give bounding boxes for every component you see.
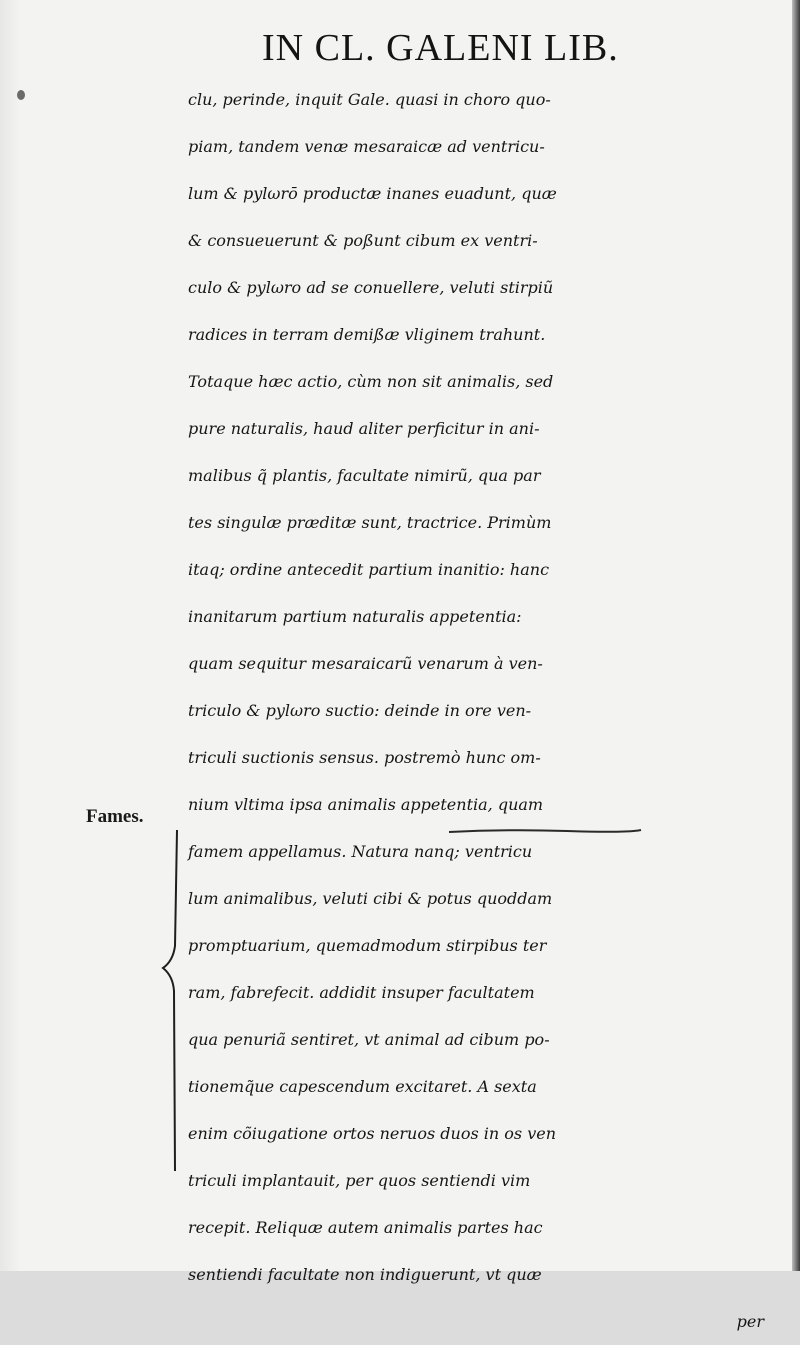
text-line: sentiendi facultate non indiguerunt, vt quæ [188,1265,542,1284]
text-line: & consueuerunt & poßunt cibum ex ventri- [188,231,538,250]
text-line: lum animalibus, veluti cibi & potus quoddam [188,889,553,908]
gutter-shadow [0,0,20,1271]
marginal-note: Fames. [86,806,144,827]
text-line: culo & pylωro ad se conuellere, veluti stirpiũ [188,278,554,297]
text-line: enim cõiugatione ortos neruos duos in os ven [188,1124,557,1143]
text-line: tionemq̃ue capescendum excitaret. A sexta [188,1077,537,1096]
show-through [28,640,208,663]
body-text [188,76,794,1345]
handwritten-bracket [155,826,195,1176]
text-line: triculi suctionis sensus. postremò hunc om- [188,748,541,767]
text-line: clu, perinde, inquit Gale. quasi in choro quo- [188,90,551,109]
text-line: radices in terram demißæ vliginem trahunt. [188,325,546,344]
text-line: promptuarium, quemadmodum stirpibus ter [188,936,547,955]
text-line: pure naturalis, haud aliter perficitur in ani- [188,419,540,438]
text-line: Totaque hæc actio, cùm non sit animalis, sed [188,372,554,391]
text-line: triculi implantauit, per quos sentiendi vim [188,1171,531,1190]
text-line: ram, fabrefecit. addidit insuper facultatem [188,983,535,1002]
text-line: inanitarum partium naturalis appetentia: [188,607,522,626]
text-line: itaq; ordine antecedit partium inanitio: hanc [188,560,550,579]
text-line: per [736,1312,764,1331]
text-line: malibus q̃ plantis, facultate nimirũ, qua par [188,466,541,485]
text-line: quam sequitur mesaraicarũ venarum à ven- [188,654,543,673]
text-line: recepit. Reliquæ autem animalis partes hac [188,1218,543,1237]
ink-spot [17,90,25,100]
text-line: piam, tandem venæ mesaraicæ ad ventricu- [188,137,545,156]
text-line: lum & pylωrō productæ inanes euadunt, quæ [188,184,557,203]
text-line: nium vltima ipsa animalis appetentia, quam [188,795,544,814]
handwritten-underline [447,828,643,834]
text-line: famem appellamus. Natura nanq; ventricu [188,842,533,861]
running-head: IN CL. GALENI LIB. [262,27,619,69]
text-line: tes singulæ præditæ sunt, tractrice. Primùm [188,513,552,532]
text-line: triculo & pylωro suctio: deinde in ore ven- [188,701,532,720]
text-line: qua penuriã sentiret, vt animal ad cibum po- [188,1030,550,1049]
